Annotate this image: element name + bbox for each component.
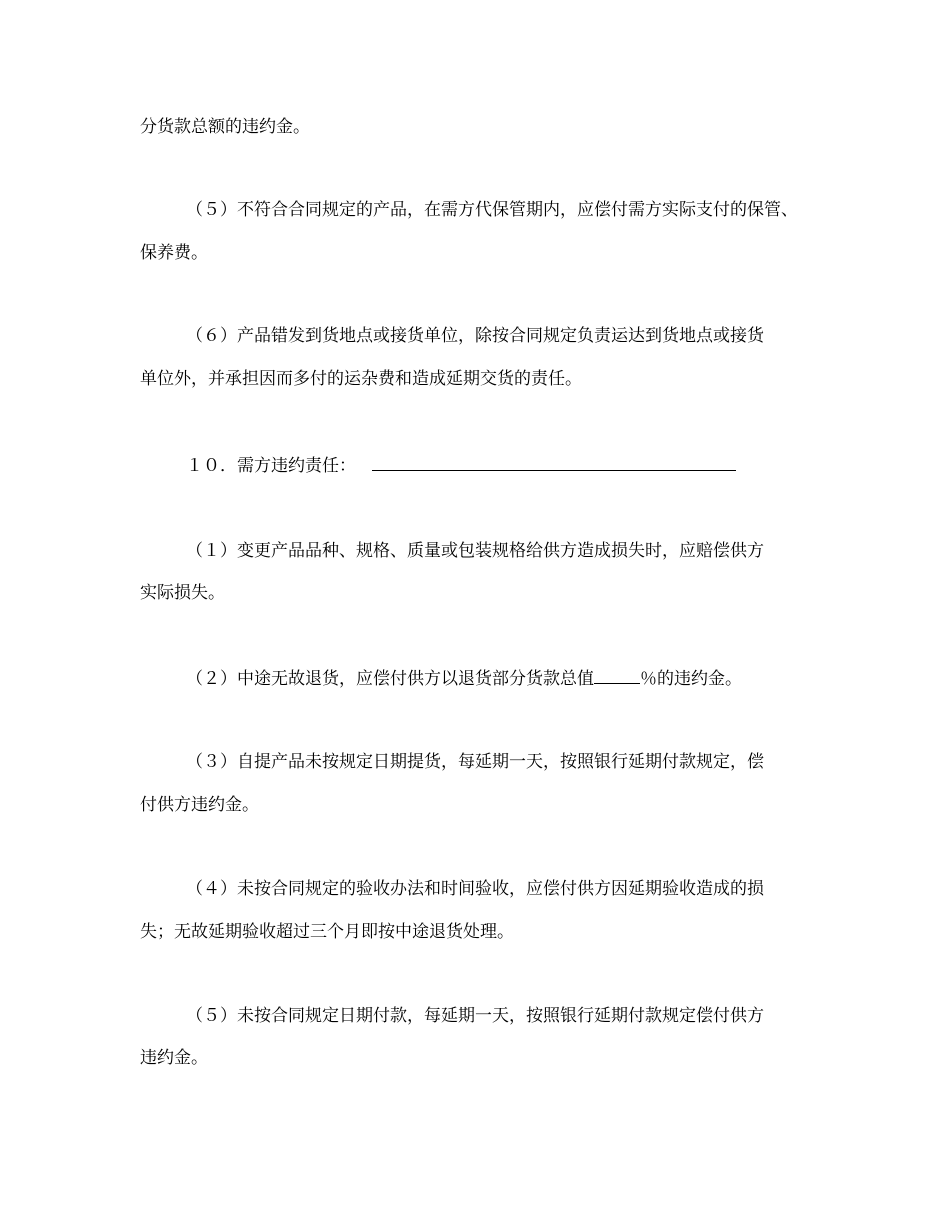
clause-5-line-1: （５）不符合合同规定的产品，在需方代保管期内，应偿付需方实际支付的保管、 <box>186 200 798 220</box>
clause-6-line-2: 单位外，并承担因而多付的运杂费和造成延期交货的责任。 <box>140 369 582 389</box>
buyer-clause-2-suffix: ％的违约金。 <box>640 669 742 689</box>
buyer-clause-4-line-2: 失；无故延期验收超过三个月即按中途退货处理。 <box>140 922 514 942</box>
buyer-clause-1-line-2: 实际损失。 <box>140 583 225 603</box>
clause-6-line-1: （６）产品错发到货地点或接货单位，除按合同规定负责运达到货地点或接货 <box>186 326 764 346</box>
text-line: 分货款总额的违约金。 <box>140 117 310 137</box>
buyer-clause-1-line-1: （１）变更产品品种、规格、质量或包装规格给供方造成损失时，应赔偿供方 <box>186 541 764 561</box>
percentage-blank <box>594 666 640 684</box>
buyer-clause-2 <box>186 666 742 688</box>
section-10-heading <box>186 453 736 475</box>
buyer-clause-2-text: （２）中途无故退货，应偿付供方以退货部分货款总值 <box>186 669 594 689</box>
buyer-clause-3-line-2: 付供方违约金。 <box>140 795 259 815</box>
buyer-clause-5-line-2: 违约金。 <box>140 1048 208 1068</box>
section-10-label: １０．需方违约责任： <box>186 456 356 476</box>
buyer-clause-5-line-1: （５）未按合同规定日期付款，每延期一天，按照银行延期付款规定偿付供方 <box>186 1006 764 1026</box>
buyer-clause-3-line-1: （３）自提产品未按规定日期提货，每延期一天，按照银行延期付款规定，偿 <box>186 752 764 772</box>
fill-in-blank <box>372 453 736 471</box>
clause-5-line-2: 保养费。 <box>140 243 208 263</box>
buyer-clause-4-line-1: （４）未按合同规定的验收办法和时间验收，应偿付供方因延期验收造成的损 <box>186 879 764 899</box>
